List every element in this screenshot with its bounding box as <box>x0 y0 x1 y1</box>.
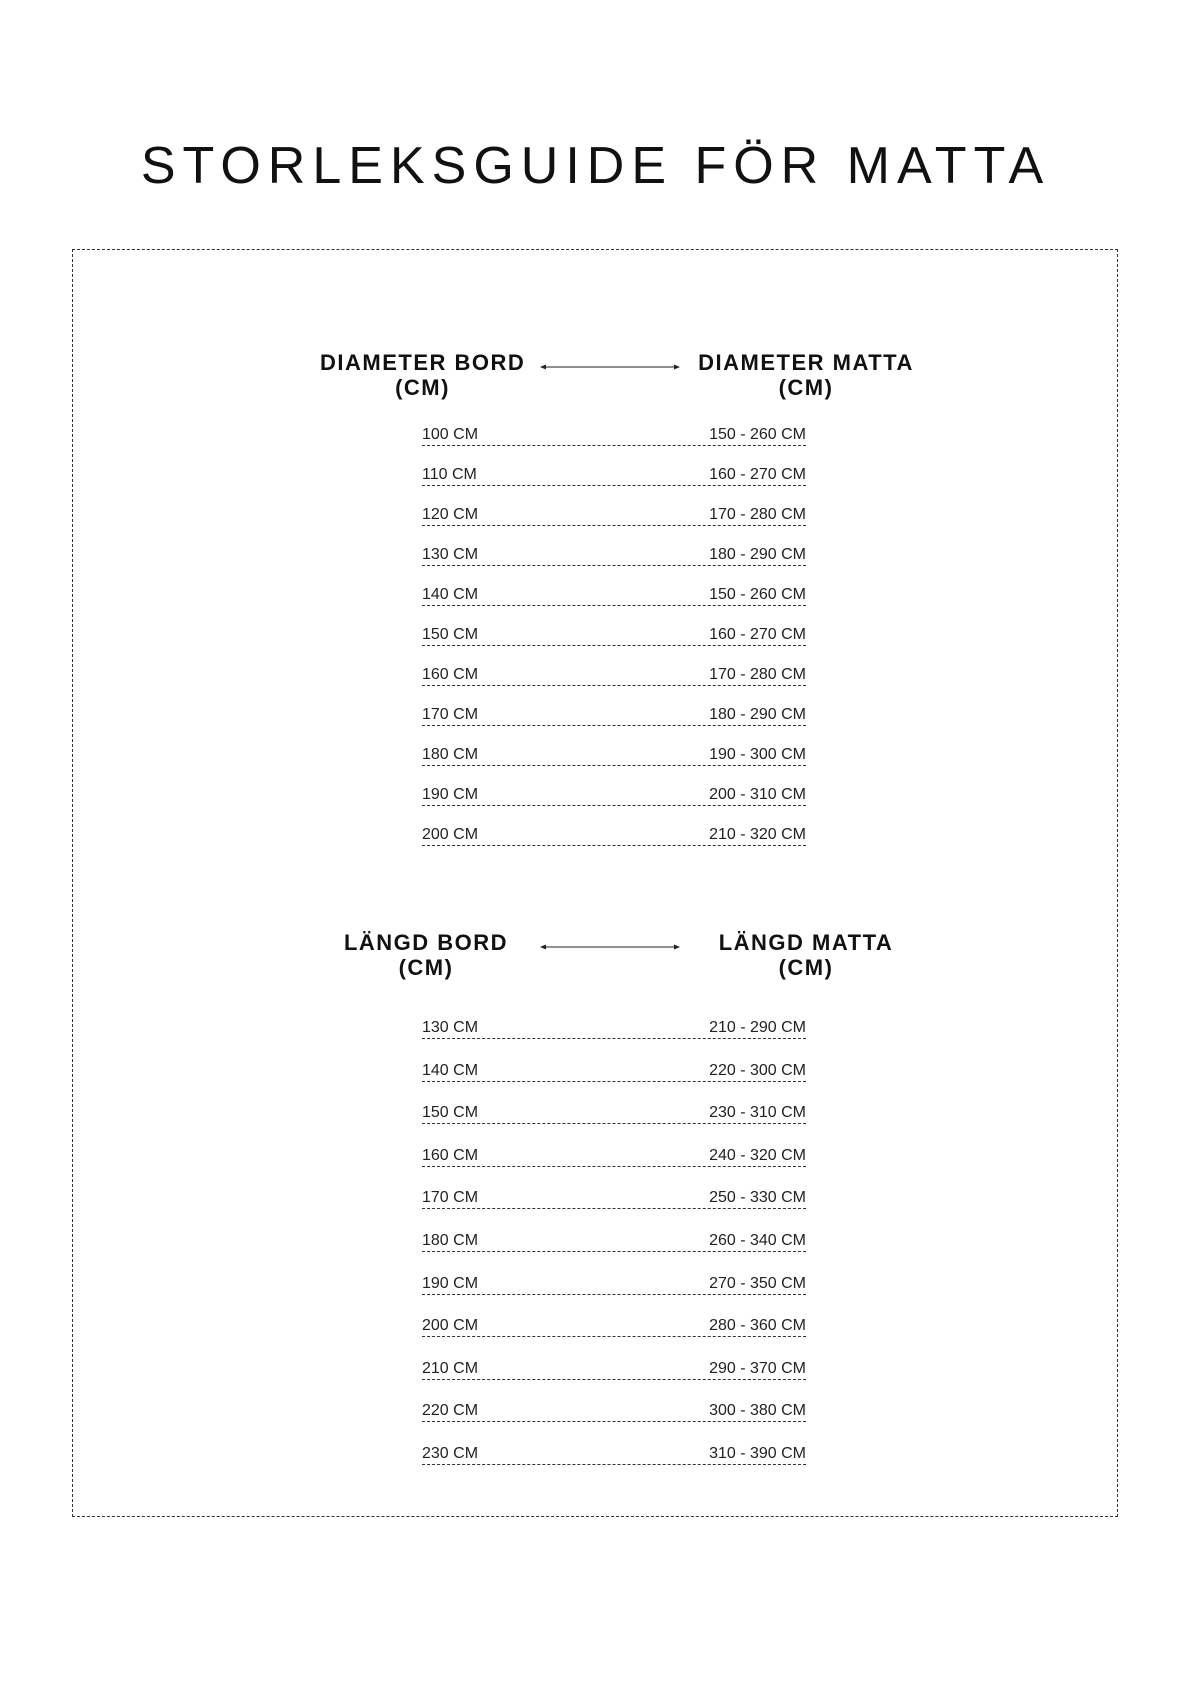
diameter-table-header-line1: DIAMETER BORD <box>320 350 526 375</box>
table-row <box>422 1398 806 1422</box>
table-size: 200 CM <box>422 826 479 843</box>
table-row <box>422 582 806 606</box>
table-row <box>422 822 806 846</box>
table-size: 130 CM <box>422 1019 479 1036</box>
table-row <box>422 462 806 486</box>
table-row <box>422 422 806 446</box>
rug-size: 170 - 280 CM <box>709 506 806 523</box>
length-rug-header-line1: LÄNGD MATTA <box>718 930 894 955</box>
table-row <box>422 1356 806 1380</box>
table-size: 140 CM <box>422 586 479 603</box>
table-row <box>422 782 806 806</box>
rug-size: 260 - 340 CM <box>709 1232 806 1249</box>
diameter-table-header <box>320 350 525 400</box>
table-row <box>422 1015 806 1039</box>
diameter-rug-header-line2: (CM) <box>778 375 834 400</box>
table-size: 190 CM <box>422 1274 479 1292</box>
table-size: 200 CM <box>422 1317 479 1335</box>
table-row <box>422 1100 806 1124</box>
table-row <box>422 1185 806 1209</box>
length-rug-header <box>692 930 920 980</box>
table-size: 180 CM <box>422 1232 479 1249</box>
rug-size: 190 - 300 CM <box>709 746 806 763</box>
table-row <box>422 1313 806 1337</box>
table-size: 140 CM <box>422 1061 479 1079</box>
rug-size: 200 - 310 CM <box>709 786 806 803</box>
table-size: 130 CM <box>422 546 479 563</box>
rug-size: 220 - 300 CM <box>709 1061 806 1079</box>
table-row <box>422 1143 806 1167</box>
rug-size: 280 - 360 CM <box>709 1317 806 1335</box>
table-row <box>422 622 806 646</box>
table-row <box>422 1058 806 1082</box>
table-row <box>422 1271 806 1295</box>
table-row <box>422 542 806 566</box>
table-size: 110 CM <box>422 466 477 483</box>
rug-size: 160 - 270 CM <box>709 626 806 643</box>
rug-size: 170 - 280 CM <box>709 666 806 683</box>
table-row <box>422 702 806 726</box>
length-table-header <box>320 930 532 980</box>
table-row <box>422 1441 806 1465</box>
table-size: 170 CM <box>422 706 479 723</box>
page-title: STORLEKSGUIDE FÖR MATTA <box>140 137 1051 195</box>
length-table-header-line2: (CM) <box>398 955 454 980</box>
rug-size: 150 - 260 CM <box>709 426 806 443</box>
length-rug-header-line2: (CM) <box>778 955 834 980</box>
table-size: 160 CM <box>422 1146 479 1164</box>
table-size: 220 CM <box>422 1402 479 1420</box>
rug-size: 240 - 320 CM <box>709 1146 806 1164</box>
diameter-rug-header-line1: DIAMETER MATTA <box>698 350 914 375</box>
table-size: 150 CM <box>422 626 479 643</box>
table-size: 160 CM <box>422 666 479 683</box>
diameter-rug-header <box>692 350 920 400</box>
table-size: 190 CM <box>422 786 479 803</box>
rug-size: 300 - 380 CM <box>709 1402 806 1420</box>
double-arrow-icon <box>540 364 680 366</box>
table-size: 150 CM <box>422 1104 479 1122</box>
table-size: 100 CM <box>422 426 479 443</box>
table-row <box>422 1228 806 1252</box>
table-row <box>422 502 806 526</box>
rug-size: 210 - 320 CM <box>709 826 806 843</box>
double-arrow-icon <box>540 944 680 946</box>
diameter-table-header-line2: (CM) <box>395 375 450 400</box>
length-table-header-line1: LÄNGD BORD <box>343 930 509 955</box>
rug-size: 250 - 330 CM <box>709 1189 806 1207</box>
table-size: 180 CM <box>422 746 479 763</box>
table-row <box>422 742 806 766</box>
table-size: 210 CM <box>422 1359 479 1377</box>
rug-size: 310 - 390 CM <box>709 1445 806 1462</box>
rug-size: 150 - 260 CM <box>709 586 806 603</box>
rug-size: 180 - 290 CM <box>709 706 806 723</box>
rug-size: 290 - 370 CM <box>709 1359 806 1377</box>
rug-size: 210 - 290 CM <box>709 1019 806 1036</box>
rug-size: 230 - 310 CM <box>709 1104 806 1122</box>
rug-size: 160 - 270 CM <box>709 466 806 483</box>
rug-size: 180 - 290 CM <box>709 546 806 563</box>
table-size: 120 CM <box>422 506 479 523</box>
table-size: 230 CM <box>422 1445 479 1462</box>
rug-size: 270 - 350 CM <box>709 1274 806 1292</box>
table-row <box>422 662 806 686</box>
table-size: 170 CM <box>422 1189 479 1207</box>
